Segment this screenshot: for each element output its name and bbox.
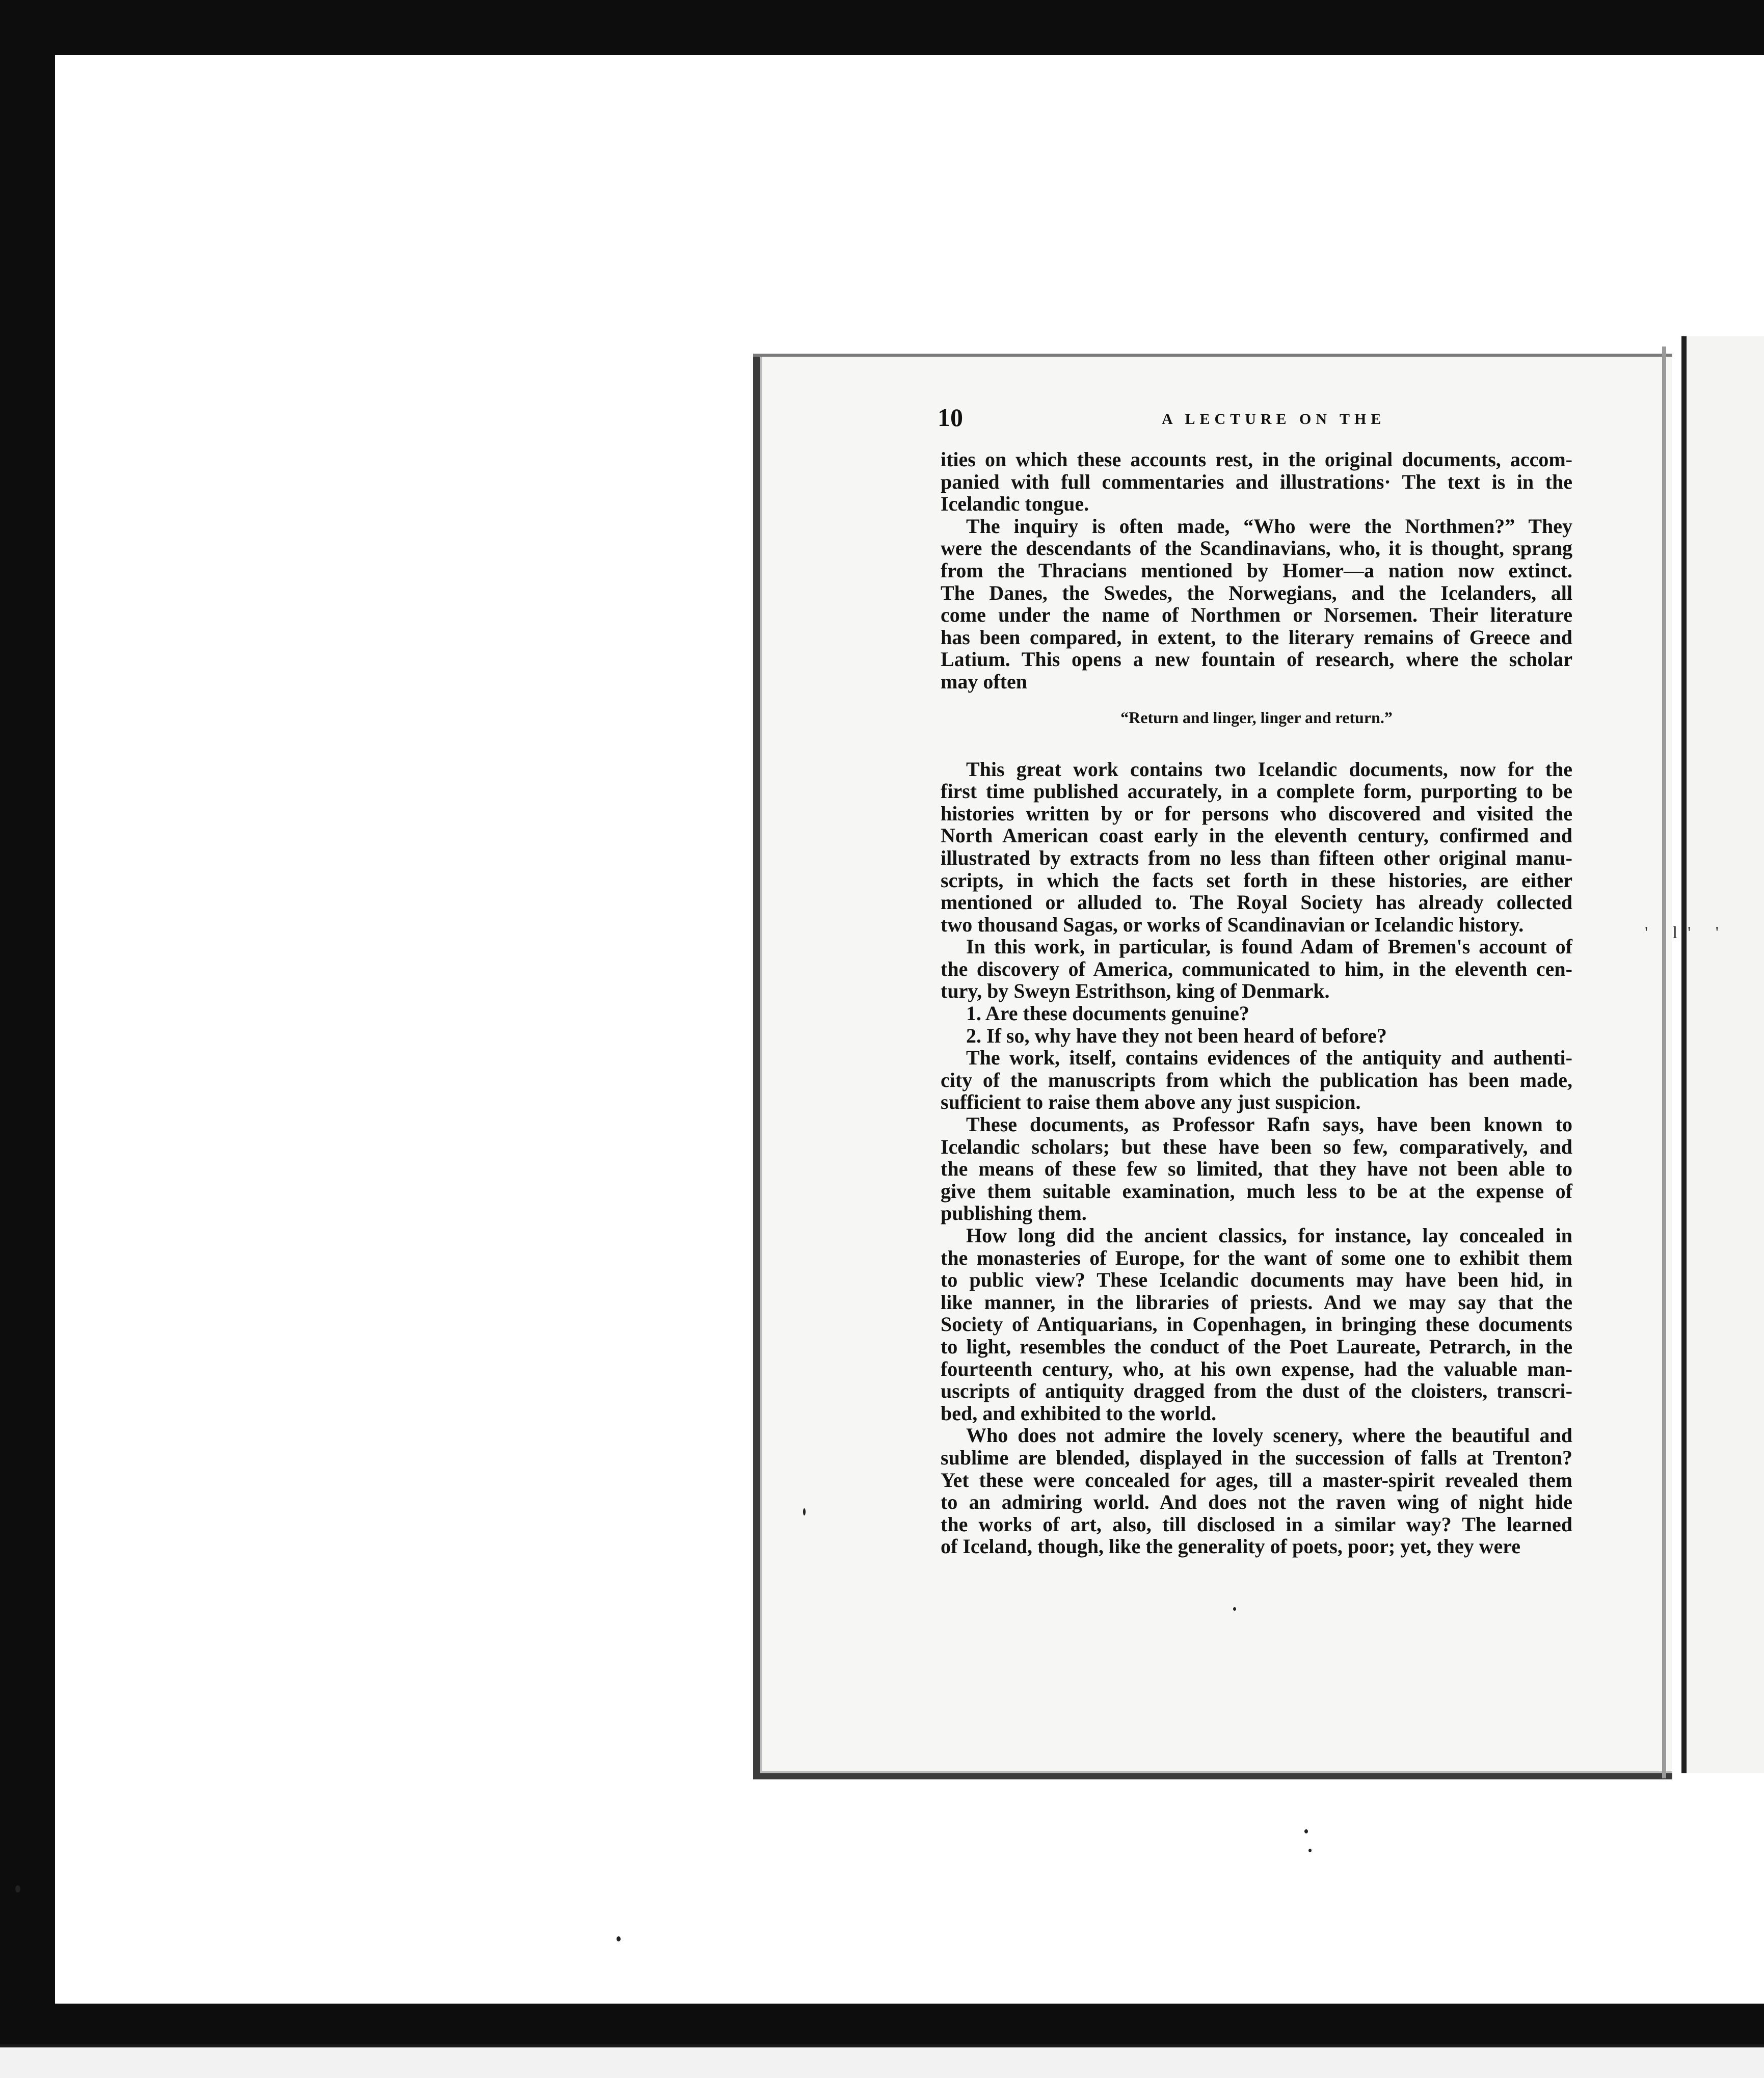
- text-line: illustrated by extracts from no less than fifteen other original manu-: [941, 846, 1572, 869]
- text-line: the means of these few so limited, that they have not been able to: [941, 1157, 1572, 1181]
- text-line: of Iceland, though, like the generality of poets, poor; yet, they were: [941, 1535, 1521, 1558]
- text-line: This great work contains two Icelandic documents, now for the: [966, 757, 1572, 781]
- text-line: uscripts of antiquity dragged from the dust of the cloisters, transcri-: [941, 1379, 1572, 1403]
- text-line: were the descendants of the Scandinavians, who, it is thought, sprang: [941, 537, 1572, 560]
- text-line: tury, by Sweyn Estrithson, king of Denmark.: [941, 979, 1330, 1003]
- text-line: In this work, in particular, is found Adam of Bremen's account of: [966, 935, 1572, 958]
- facing-page-marks: ' l' ': [1645, 923, 1729, 942]
- text-line: How long did the ancient classics, for instance, lay concealed in: [966, 1224, 1572, 1247]
- page-header: [938, 403, 1580, 433]
- text-line: Who does not admire the lovely scenery, where the beautiful and: [966, 1424, 1572, 1447]
- scan-speck: [1304, 1829, 1308, 1833]
- facing-page-edge: [1681, 336, 1764, 1773]
- page-body: [941, 448, 1572, 1558]
- text-line: Icelandic tongue.: [941, 492, 1089, 516]
- text-line: Society of Antiquarians, in Copenhagen, in bringing these documents: [941, 1313, 1572, 1336]
- film-border-left: [0, 0, 55, 2075]
- text-line: to an admiring world. And does not the raven wing of night hide: [941, 1490, 1572, 1514]
- scan-speck: [803, 1508, 806, 1515]
- text-line: the monasteries of Europe, for the want of some one to exhibit them: [941, 1246, 1572, 1269]
- text-line: scripts, in which the facts set forth in these histories, are either: [941, 868, 1572, 892]
- text-line: fourteenth century, who, at his own expense, had the valuable man-: [941, 1357, 1572, 1380]
- scan-speck: [15, 1885, 20, 1893]
- scan-speck: [617, 1936, 621, 1941]
- text-line: Icelandic scholars; but these have been so few, comparatively, and: [941, 1135, 1572, 1158]
- text-line: to light, resembles the conduct of the Poet Laureate, Petrarch, in the: [941, 1335, 1572, 1358]
- text-line: may often: [941, 670, 1027, 693]
- text-line: to public view? These Icelandic documents may have been hid, in: [941, 1268, 1572, 1292]
- text-line: sufficient to raise them above any just suspicion.: [941, 1090, 1361, 1114]
- text-line: two thousand Sagas, or works of Scandinavian or Icelandic history.: [941, 913, 1524, 936]
- scan-speck: [1308, 1849, 1312, 1852]
- page-number: 10: [938, 403, 963, 432]
- text-line: The work, itself, contains evidences of the antiquity and authenti-: [966, 1046, 1572, 1070]
- text-line: from the Thracians mentioned by Homer—a nation now extinct.: [941, 558, 1572, 582]
- scan-speck: [1233, 1607, 1236, 1611]
- text-line: bed, and exhibited to the world.: [941, 1401, 1217, 1425]
- film-border-top: [0, 0, 1764, 55]
- text-line: North American coast early in the eleventh century, confirmed and: [941, 824, 1572, 847]
- text-line: the discovery of America, communicated to him, in the eleventh cen-: [941, 957, 1572, 980]
- text-line: has been compared, in extent, to the literary remains of Greece and: [941, 625, 1572, 649]
- text-line: histories written by or for persons who discovered and visited the: [941, 802, 1572, 825]
- text-line: The Danes, the Swedes, the Norwegians, and the Icelanders, all: [941, 581, 1572, 604]
- running-head: A LECTURE ON THE: [1162, 411, 1386, 428]
- text-line: first time published accurately, in a complete form, purporting to be: [941, 780, 1572, 803]
- film-border-bottom: [0, 2004, 1764, 2044]
- text-line: ities on which these accounts rest, in the original documents, accom-: [941, 448, 1572, 471]
- text-block-before-quote: [941, 448, 1572, 693]
- text-line: 2. If so, why have they not been heard of before?: [966, 1024, 1387, 1047]
- text-line: the works of art, also, till disclosed in a similar way? The learned: [941, 1512, 1572, 1536]
- text-line: give them suitable examination, much less to be at the expense of: [941, 1179, 1572, 1203]
- text-line: mentioned or alluded to. The Royal Society has already collected: [941, 891, 1572, 914]
- text-line: Latium. This opens a new fountain of research, where the scholar: [941, 648, 1572, 671]
- page-right-edge: [1662, 347, 1666, 1778]
- text-line: publishing them.: [941, 1202, 1087, 1225]
- text-line: like manner, in the libraries of priests. And we may say that the: [941, 1290, 1572, 1314]
- text-line: panied with full commentaries and illustrations· The text is in the: [941, 470, 1572, 493]
- quotation: “Return and linger, linger and return.”: [1120, 708, 1393, 727]
- text-block-after-quote: [941, 758, 1572, 1558]
- text-line: Yet these were concealed for ages, till a master-spirit revealed them: [941, 1468, 1572, 1491]
- text-line: city of the manuscripts from which the publication has been made,: [941, 1068, 1572, 1091]
- text-line: come under the name of Northmen or Norsemen. Their literature: [941, 603, 1572, 627]
- text-line: The inquiry is often made, “Who were the Northmen?” They: [966, 514, 1572, 538]
- text-line: 1. Are these documents genuine?: [966, 1002, 1249, 1025]
- next-frame-strip: [0, 2044, 1764, 2078]
- text-line: These documents, as Professor Rafn says, have been known to: [966, 1113, 1572, 1136]
- text-line: sublime are blended, displayed in the succession of falls at Trenton?: [941, 1446, 1572, 1469]
